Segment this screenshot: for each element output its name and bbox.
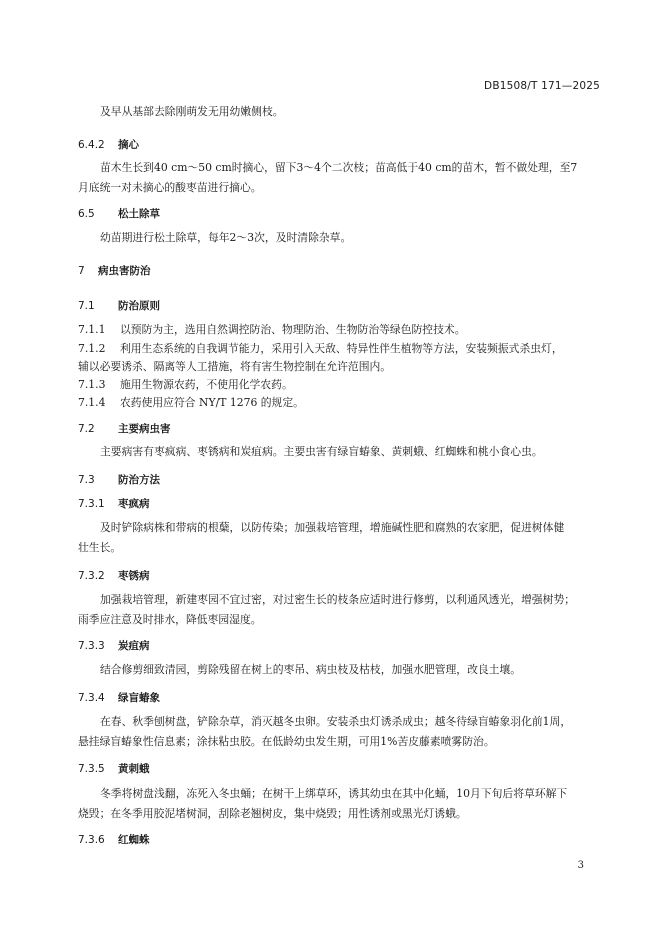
clause-text: 施用生物源农药，不使用化学农药。 xyxy=(120,378,293,391)
clause-number: 7.1.2 xyxy=(78,342,106,355)
section-title: 绿盲蝽象 xyxy=(118,692,160,704)
section-heading-7-3-3 xyxy=(78,638,603,654)
clause-7-1-3 xyxy=(78,377,603,393)
section-number: 7.3.3 xyxy=(78,640,105,652)
clause-text: 农药使用应符合 NY/T 1276 的规定。 xyxy=(120,396,304,409)
body-text-line: 结合修剪细致清园，剪除残留在树上的枣吊、病虫枝及枯枝，加强水肥管理，改良土壤。 xyxy=(100,663,522,676)
section-title: 黄刺蛾 xyxy=(118,763,150,775)
chapter-heading-7 xyxy=(78,263,603,279)
body-text-line: 壮生长。 xyxy=(78,541,122,554)
section-heading-6-5 xyxy=(78,206,603,222)
body-text-line: 及早从基部去除刚萌发无用幼嫩侧枝。 xyxy=(100,105,284,118)
section-title: 松土除草 xyxy=(118,208,160,220)
section-title: 摘心 xyxy=(118,139,139,151)
section-title: 防治原则 xyxy=(118,300,160,312)
clause-number: 7.1.1 xyxy=(78,323,106,336)
section-title: 红蜘蛛 xyxy=(118,834,150,846)
section-number: 7.3.1 xyxy=(78,498,105,510)
section-number: 7 xyxy=(78,265,85,277)
clause-text: 以预防为主，选用自然调控防治、物理防治、生物防治等绿色防控技术。 xyxy=(120,323,466,336)
section-heading-7-3-4 xyxy=(78,690,603,706)
section-number: 7.3.2 xyxy=(78,570,105,582)
body-text-line: 悬挂绿盲蝽象性信息素；涂抹粘虫胶。在低龄幼虫发生期，可用1%苦皮藤素喷雾防治。 xyxy=(78,735,495,748)
section-heading-7-2 xyxy=(78,421,603,437)
section-number: 7.3 xyxy=(78,474,95,486)
section-title: 防治方法 xyxy=(118,474,160,486)
section-heading-7-3-6 xyxy=(78,832,603,848)
section-number: 7.2 xyxy=(78,423,95,435)
body-text-line: 幼苗期进行松土除草，每年2～3次，及时清除杂草。 xyxy=(100,231,352,244)
section-number: 7.3.5 xyxy=(78,763,105,775)
section-heading-7-1 xyxy=(78,298,603,314)
section-title: 枣疯病 xyxy=(118,498,150,510)
section-number: 6.4.2 xyxy=(78,139,105,151)
body-text-line: 辅以必要诱杀、隔离等人工措施，将有害生物控制在允许范围内。 xyxy=(78,360,392,373)
section-number: 7.1 xyxy=(78,300,95,312)
body-text-line: 苗木生长到40 cm～50 cm时摘心，留下3～4个二次枝；苗高低于40 cm的苗木，暂不做处理，至7 xyxy=(100,161,578,174)
clause-number: 7.1.4 xyxy=(78,396,106,409)
body-text-line: 月底统一对未摘心的酸枣苗进行摘心。 xyxy=(78,181,262,194)
body-text-line: 及时铲除病株和带病的根蘖，以防传染；加强栽培管理，增施碱性肥和腐熟的农家肥，促进树体健 xyxy=(100,521,565,534)
section-title: 炭疽病 xyxy=(118,640,150,652)
clause-number: 7.1.3 xyxy=(78,378,106,391)
page-number: 3 xyxy=(577,860,584,871)
section-heading-7-3 xyxy=(78,472,603,488)
document-code-header: DB1508/T 171—2025 xyxy=(484,80,600,92)
section-title: 枣锈病 xyxy=(118,570,150,582)
body-text-line: 雨季应注意及时排水，降低枣园湿度。 xyxy=(78,613,262,626)
body-text-line: 在春、秋季刨树盘，铲除杂草，消灭越冬虫卵。安装杀虫灯诱杀成虫；越冬待绿盲蝽象羽化前1周， xyxy=(100,715,572,728)
body-text-line: 主要病害有枣疯病、枣锈病和炭疽病。主要虫害有绿盲蝽象、黄刺蛾、红蜘蛛和桃小食心虫。 xyxy=(100,445,543,458)
section-number: 7.3.6 xyxy=(78,834,105,846)
body-text-line: 加强栽培管理，新建枣园不宜过密，对过密生长的枝条应适时进行修剪，以利通风透光，增强树势； xyxy=(100,593,576,606)
section-heading-6-4-2 xyxy=(78,137,603,153)
section-heading-7-3-2 xyxy=(78,568,603,584)
section-title: 病虫害防治 xyxy=(98,265,151,277)
clause-7-1-2 xyxy=(78,341,603,357)
clause-7-1-1 xyxy=(78,322,603,338)
clause-text: 利用生态系统的自我调节能力，采用引入天敌、特异性伴生植物等方法，安装频振式杀虫灯， xyxy=(120,342,563,355)
section-heading-7-3-5 xyxy=(78,761,603,777)
clause-7-1-4 xyxy=(78,395,603,411)
body-text-line: 冬季将树盘浅翻，冻死入冬虫蛹；在树干上绑草环，诱其幼虫在其中化蛹，10月下旬后将草环解下 xyxy=(100,787,568,800)
section-number: 7.3.4 xyxy=(78,692,105,704)
section-number: 6.5 xyxy=(78,208,95,220)
body-text-line: 烧毁；在冬季用胶泥堵树洞，刮除老翘树皮，集中烧毁；用性诱剂或黑光灯诱蛾。 xyxy=(78,807,467,820)
section-heading-7-3-1 xyxy=(78,496,603,512)
section-title: 主要病虫害 xyxy=(118,423,171,435)
